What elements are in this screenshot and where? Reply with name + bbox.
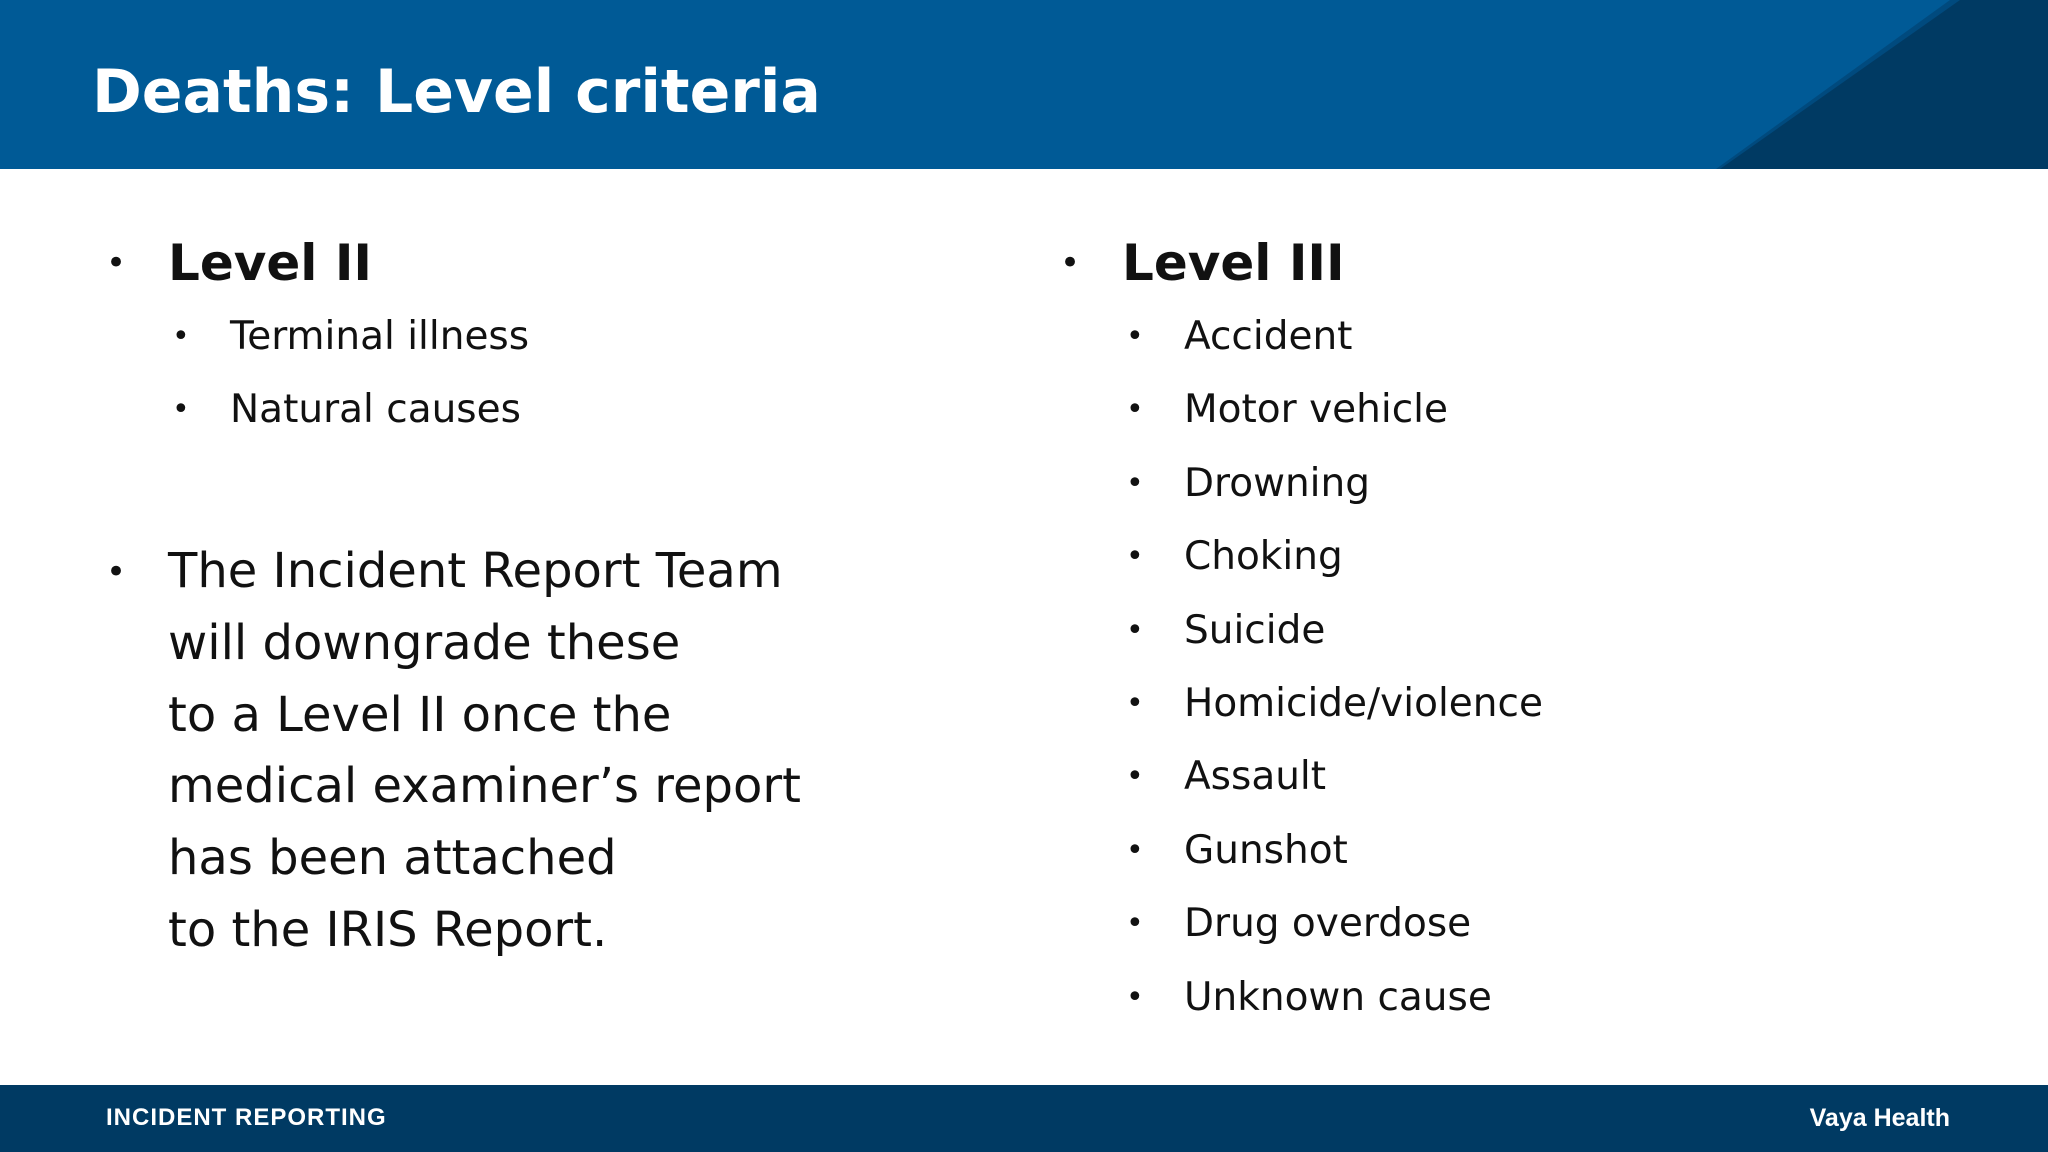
corner-shape-dark — [1720, 0, 2048, 169]
bullet: • — [1126, 759, 1144, 795]
bullet: • — [1126, 612, 1144, 648]
list-item: • Accident — [1060, 300, 1960, 373]
bullet: • — [1126, 686, 1144, 722]
level-ii-section — [106, 228, 1006, 447]
list-item: • Choking — [1060, 520, 1960, 593]
footer-section-label: INCIDENT REPORTING — [106, 1104, 387, 1131]
list-item: • Drug overdose — [1060, 887, 1960, 960]
level-iii-section — [1060, 228, 1960, 1034]
level-ii-heading: Level II — [168, 234, 373, 292]
bullet: • — [172, 392, 190, 428]
list-item: • Assault — [1060, 740, 1960, 813]
bullet: • — [172, 319, 190, 354]
bullet: • — [1126, 832, 1144, 868]
list-item: • Motor vehicle — [1060, 373, 1960, 446]
level-ii-list — [106, 300, 1006, 447]
downgrade-note — [106, 536, 928, 967]
bullet: • — [1126, 319, 1144, 354]
list-item: • Unknown cause — [1060, 961, 1960, 1034]
footer-bar — [0, 1085, 2048, 1152]
level-iii-list — [1060, 300, 1960, 1034]
bullet: • — [1126, 539, 1144, 575]
level-iii-heading: Level III — [1122, 234, 1345, 292]
bullet: • — [1126, 906, 1144, 942]
note-text: The Incident Report Team will downgrade these to a Level II once the medical examiner’s report has been attached to the IRIS Report. — [168, 543, 801, 958]
footer-brand: Vaya Health — [1809, 1104, 1950, 1132]
bullet: • — [106, 552, 127, 592]
list-item: • Drowning — [1060, 447, 1960, 520]
list-item: • Suicide — [1060, 594, 1960, 667]
bullet: • — [1126, 392, 1144, 428]
list-item: • Terminal illness — [106, 300, 1006, 373]
slide-title: Deaths: Level criteria — [92, 57, 821, 127]
list-item: • Natural causes — [106, 373, 1006, 446]
header-bar — [0, 0, 2048, 169]
list-item: • Homicide/violence — [1060, 667, 1960, 740]
level-iii-item — [1060, 228, 1960, 298]
bullet: • — [1126, 979, 1144, 1015]
bullet: • — [1126, 465, 1144, 501]
list-item: • Gunshot — [1060, 814, 1960, 887]
bullet: • — [1060, 243, 1081, 283]
level-ii-item — [106, 228, 1006, 298]
bullet: • — [106, 243, 127, 283]
